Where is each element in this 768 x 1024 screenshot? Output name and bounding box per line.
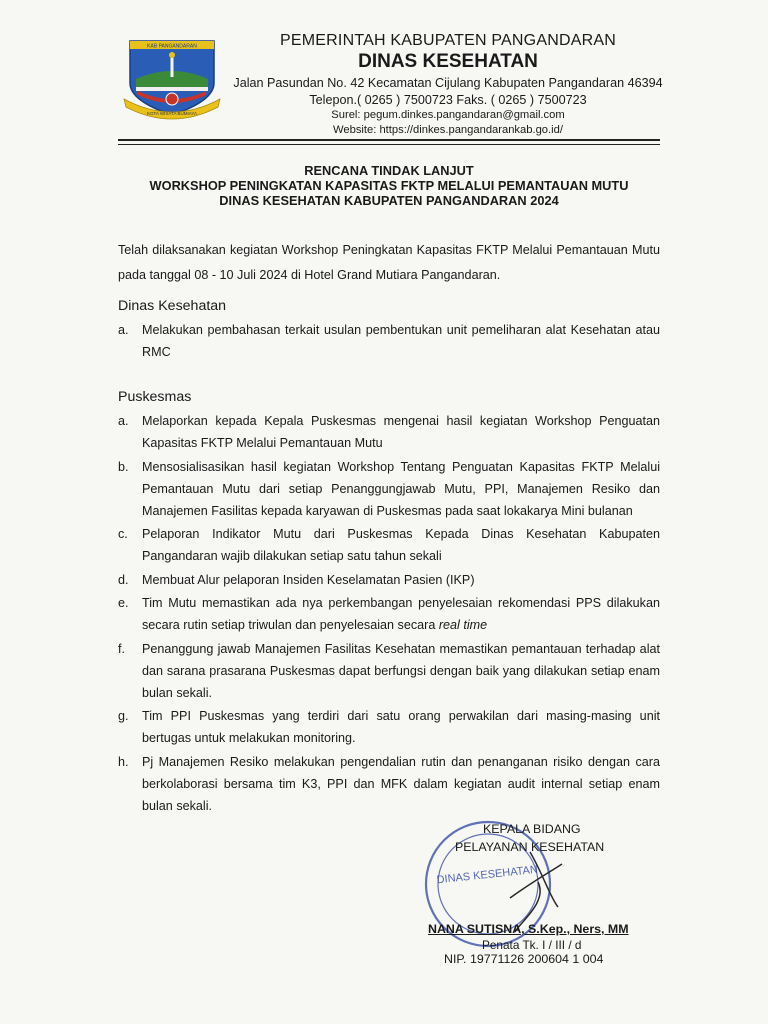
address: Jalan Pasundan No. 42 Kecamatan Cijulang Kabupaten Pangandaran 46394 xyxy=(233,76,663,90)
list-item-label: a. xyxy=(118,323,129,337)
title-line-1: RENCANA TINDAK LANJUT xyxy=(304,163,474,178)
list-item-label: a. xyxy=(118,414,129,428)
list-item-text: Pj Manajemen Resiko melakukan pengendalian rutin dan penanganan risiko dengan cara berkolaborasi bersama tim K3, PPI dan MFK dalam kegiatan audit internal setiap enam bulan sekali. xyxy=(142,754,660,813)
list-item-label: h. xyxy=(118,754,129,769)
list-item-label: f. xyxy=(118,641,125,656)
list-item xyxy=(118,638,660,704)
agency-name: DINAS KESEHATAN xyxy=(358,51,538,72)
letterhead-rule-thin xyxy=(118,144,660,145)
signer-nip: NIP. 19771126 200604 1 004 xyxy=(444,952,604,966)
list-item xyxy=(118,410,660,454)
letterhead xyxy=(228,32,668,138)
email: Surel: pegum.dinkes.pangandaran@gmail.com xyxy=(331,109,565,121)
website: Website: https://dinkes.pangandarankab.go.id/ xyxy=(333,124,563,136)
letterhead-rule-thick xyxy=(118,139,660,141)
signer-position-2: PELAYANAN KESEHATAN xyxy=(455,840,605,854)
list-item-label: d. xyxy=(118,572,129,587)
svg-text:KAB PANGANDARAN: KAB PANGANDARAN xyxy=(147,43,197,50)
list-item xyxy=(118,319,660,363)
title-line-2: WORKSHOP PENINGKATAN KAPASITAS FKTP MELALUI PEMANTAUAN MUTU xyxy=(149,178,629,193)
list-item-italic-text: real time xyxy=(438,618,488,632)
list-item-text: Melakukan pembahasan terkait usulan pembentukan unit pemeliharan alat Kesehatan atau RMC xyxy=(142,323,660,359)
list-item xyxy=(118,592,660,636)
puskesmas-list xyxy=(118,410,660,818)
list-item-text: Membuat Alur pelaporan Insiden Keselamatan Pasien (IKP) xyxy=(142,572,475,587)
list-item-label: g. xyxy=(118,709,129,723)
section-dinas-kesehatan: Dinas Kesehatan xyxy=(118,298,227,314)
svg-text:DINAS KESEHATAN: DINAS KESEHATAN xyxy=(436,863,539,887)
list-item-text: Tim PPI Puskesmas yang terdiri dari satu orang perwakilan dari masing-masing unit bertugas untuk melakukan monitoring. xyxy=(142,709,660,745)
list-item xyxy=(118,569,660,591)
document-title xyxy=(118,163,660,208)
list-item xyxy=(118,523,660,567)
list-item-text: Penanggung jawab Manajemen Fasilitas Kesehatan memastikan pemantauan terhadap alat dan sarana prasarana Puskesmas dapat berfungsi dengan baik yang dilakukan setiap enam bulan sekali. xyxy=(142,641,660,700)
intro-paragraph: Telah dilaksanakan kegiatan Workshop Peningkatan Kapasitas FKTP Melalui Pemantauan Mutu pada tanggal 08 - 10 Juli 2024 di Hotel Grand Mutiara Pangandaran. xyxy=(118,243,660,282)
list-item xyxy=(118,751,660,817)
list-item-text: Mensosialisasikan hasil kegiatan Workshop Tentang Penguatan Kapasitas FKTP Melalui Pemantauan Mutu dari setiap Penanggungjawab Mutu, PPI, Manajemen Resiko dan Manajemen Fasilitas kepada karyawan di Puskesmas pada saat lokakarya Mini bulanan xyxy=(142,459,660,518)
list-item xyxy=(118,705,660,749)
list-item-text: Pelaporan Indikator Mutu dari Puskesmas Kepada Dinas Kesehatan Kabupaten Pangandaran wajib dilakukan setiap satu tahun sekali xyxy=(142,527,660,563)
list-item-label: b. xyxy=(118,459,129,474)
dinas-kesehatan-list xyxy=(118,319,660,365)
list-item-label: c. xyxy=(118,527,128,541)
list-item-text: Tim Mutu memastikan ada nya perkembangan penyelesaian rekomendasi PPS dilakukan secara rutin setiap triwulan dan penyelesaian secara real time xyxy=(142,596,660,632)
list-item xyxy=(118,456,660,522)
kabupaten-logo xyxy=(122,33,222,121)
signer-rank: Penata Tk. I / III / d xyxy=(482,938,582,952)
phone: Telepon.( 0265 ) 7500723 Faks. ( 0265 ) 7500723 xyxy=(309,93,587,107)
government-name: PEMERINTAH KABUPATEN PANGANDARAN xyxy=(280,32,616,49)
section-puskesmas: Puskesmas xyxy=(118,389,192,405)
svg-text:KOTA WISATA BUMIAYA: KOTA WISATA BUMIAYA xyxy=(146,111,198,116)
list-item-label: e. xyxy=(118,596,129,610)
title-line-3: DINAS KESEHATAN KABUPATEN PANGANDARAN 2024 xyxy=(219,193,559,208)
signer-name: NANA SUTISNA, S.Kep., Ners, MM xyxy=(428,922,629,936)
list-item-text: Melaporkan kepada Kepala Puskesmas mengenai hasil kegiatan Workshop Penguatan Kapasitas FKTP Melalui Pemantauan Mutu xyxy=(142,414,660,450)
signer-position-1: KEPALA BIDANG xyxy=(483,822,581,836)
